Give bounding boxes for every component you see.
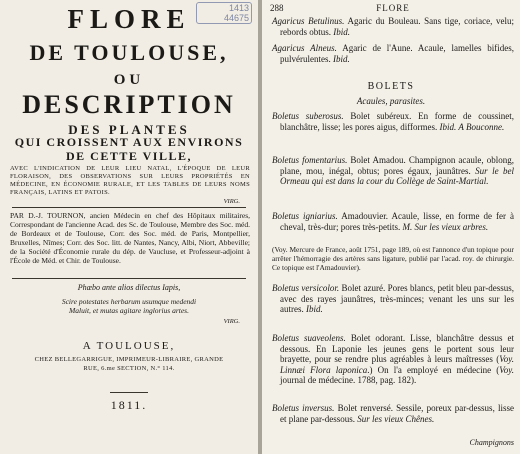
title-page (0, 0, 258, 454)
title-flore: FLORE (67, 4, 191, 34)
motto-line-1: Phæbo ante alios dilectus Iapis, (77, 283, 181, 292)
running-head: FLORE (376, 3, 410, 13)
printer-line-2: RUE, 6.me SECTION, N.° 114. (83, 365, 175, 372)
entry-agaricus-betulinus (272, 16, 514, 37)
title-de-toulouse: DE TOULOUSE, (29, 40, 229, 65)
entry-name: Agaricus Alneus. (272, 43, 337, 53)
stamp-line-1: 1413 (228, 3, 249, 13)
entry-ref: Ibid. A Bouconne. (437, 121, 505, 132)
entry-boletus-inversus (272, 403, 514, 424)
imprint-printer (0, 355, 258, 373)
entry-name: Boletus igniarius. (272, 211, 338, 221)
title-des-plantes: DES PLANTES (68, 122, 190, 137)
entry-text: Bolet Amadou. Champignon acaule, oblong, plane, mou, inégal, obtus; pores égaux, jaunâtres. (280, 155, 514, 176)
divider-rule-short (110, 392, 148, 393)
entry-text: Agaric de l'Aune. Acaule, lamelles bifides, pulvérulentes. (280, 43, 514, 64)
subtitle-avec: AVEC L'INDICATION DE LEUR LIEU NATAL, L'ÉPOQUE DE LEUR FLORAISON, DES OBSERVATIONS SUR LEURS PROPRIÉTÉS EN MÉDECINE, EN ÉCONOMIE RURALE, ET LES TABLES DE LEURS NOMS FRANÇAIS, LATINS ET PATOIS. (10, 165, 250, 196)
entry-ref: Ibid. (330, 53, 350, 64)
divider-rule (12, 207, 246, 208)
title-description: DESCRIPTION (22, 90, 236, 119)
page-header (270, 3, 516, 15)
author-credits: PAR D.-J. TOURNON, ancien Médecin en chef des Hôpitaux militaires, Correspondant de l'ancienne Acad. des Sc. de Toulouse, Membre des Soc. méd. de Bordeaux et de Toulouse, Corr. des Soc. méd. de Paris, Montpellier, Bruxelles, Nîmes; Corr. des Soc. litt. de Nantes, Nancy, Albi, Niort, Abbeville; de la Société d'Économie rurale du dép. de Vaucluse, et Professeur-adjoint à l'École de Méd. et Chir. de Toulouse. (10, 211, 250, 265)
voy-note: (Voy. Mercure de France, août 1751, page 189, où est l'annonce d'un topique pour arrêter l'hémorragie des artères sans ligature, publié par l'acad. roy. de chirurgie. Ce topique est l'Amadouvier). (272, 245, 514, 272)
title-de-cette-ville: DE CETTE VILLE, (66, 149, 192, 163)
entry-name: Boletus inversus. (272, 403, 335, 413)
entry-ref: Voy. Linnæi Flora laponica (280, 354, 514, 375)
virg-attribution-top: VIRG. (223, 198, 240, 205)
motto-verse (0, 297, 258, 315)
text-page (262, 0, 520, 454)
title-qui-croissent: QUI CROISSENT AUX ENVIRONS (14, 135, 244, 149)
entry-text: Bolet odorant. Lisse, blanchâtre dessus et dessous. En Laponie les jeunes gens le portent sous leur brayette, pour se rendre plus agréables à leurs maîtresses ( (280, 333, 514, 365)
entry-text: Bolet renversé. Sessile, poreux par-dessus, lisse et plane par-dessous. (280, 403, 514, 424)
entry-text: Bolet azuré. Pores blancs, petit bleu par-dessus, avec des rayes jaunâtres, très-minces; venant les uns sur les autres. (280, 283, 514, 315)
entry-ref: Sur le bel Ormeau qui est dans la cour du Collège de Saint-Martial. (280, 165, 514, 187)
entry-text: Agaric du Bouleau. Sans tige, coriace, velu; rebords obtus. (280, 16, 514, 37)
entry-boletus-suaveolens (272, 333, 514, 386)
entry-text: Amadouvier. Acaule, lisse, en forme de fer à cheval, très-dur; pores très-petits. (280, 211, 514, 232)
title-ou: OU (113, 72, 145, 88)
entry-text-2: .) On l'a employé en médecine ( (367, 364, 500, 375)
entry-name: Boletus suaveolens. (272, 333, 346, 343)
entry-ref: Ibid. (303, 304, 323, 315)
imprint-year: 1811. (110, 398, 148, 412)
entry-boletus-fomentarius (272, 155, 514, 187)
entry-ref: Sur les vieux Chênes. (355, 413, 435, 424)
stamp-line-2: 44675 (223, 13, 249, 23)
entry-name: Boletus fomentarius. (272, 155, 348, 165)
entry-name: Boletus versicolor. (272, 283, 340, 293)
entry-text: Bolet subéreux. En forme de coussinet, blanchâtre, lisse; les pores aigus, difformes. (280, 111, 514, 132)
section-title: BOLETS (367, 81, 415, 92)
entry-ref: M. Sur les vieux arbres. (400, 221, 489, 232)
motto-line-3: Maluit, et mutas agitare inglorius artes. (69, 306, 189, 315)
section-subtitle: Acaules, parasites. (356, 96, 426, 106)
entry-name: Agaricus Betulinus. (272, 16, 345, 26)
entry-name: Boletus suberosus. (272, 111, 344, 121)
entry-boletus-versicolor (272, 283, 514, 315)
entry-agaricus-alneus (272, 43, 514, 64)
entry-boletus-suberosus (272, 111, 514, 132)
entry-ref: Ibid. (331, 26, 350, 37)
entry-ref-2: Voy. (499, 364, 514, 375)
imprint-city: A TOULOUSE, (82, 340, 176, 352)
entry-boletus-igniarius (272, 211, 514, 232)
virg-attribution: VIRG. (223, 318, 240, 325)
motto-line-2: Scire potestates herbarum usumque medendi (61, 297, 197, 306)
entry-text-3: journal de médecine. 1788, pag. 182). (280, 375, 417, 386)
printer-line-1: CHEZ BELLEGARRIGUE, IMPRIMEUR-LIBRAIRE, GRANDE (34, 356, 224, 363)
divider-rule (12, 278, 246, 279)
page-number: 288 (270, 3, 284, 13)
catchword: Champignons (469, 438, 514, 447)
